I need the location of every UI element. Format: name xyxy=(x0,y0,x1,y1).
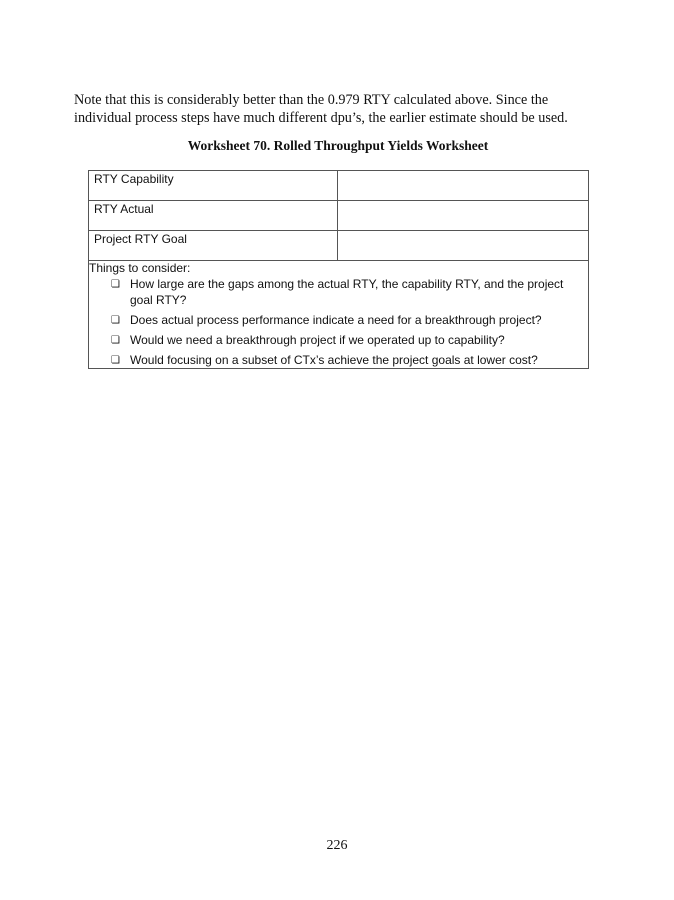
considerations-row xyxy=(89,261,589,369)
checkbox-icon: ❏ xyxy=(111,355,120,366)
list-item xyxy=(89,352,588,368)
rty-actual-value-cell[interactable] xyxy=(338,201,589,231)
table-row xyxy=(89,171,589,201)
rty-capability-value[interactable] xyxy=(338,171,588,200)
rty-actual-value[interactable] xyxy=(338,201,588,230)
consideration-text: Does actual process performance indicate a need for a breakthrough project? xyxy=(130,313,542,327)
worksheet-table xyxy=(88,170,589,369)
list-item xyxy=(89,312,588,328)
considerations-heading: Things to consider: xyxy=(89,261,191,275)
checkbox-icon: ❏ xyxy=(111,315,120,326)
project-rty-goal-value-cell[interactable] xyxy=(338,231,589,261)
considerations-cell xyxy=(89,261,589,369)
intro-line: individual process steps have much different dpu’s, the earlier estimate should be used. xyxy=(74,110,568,126)
intro-paragraph xyxy=(74,91,614,127)
project-rty-goal-value[interactable] xyxy=(338,231,588,260)
checkbox-icon: ❏ xyxy=(111,335,120,346)
rty-capability-label: RTY Capability xyxy=(94,172,174,186)
list-item xyxy=(89,276,588,308)
field-label-cell xyxy=(89,171,338,201)
table-row xyxy=(89,201,589,231)
intro-line: Note that this is considerably better than the 0.979 RTY calculated above. Since the xyxy=(74,92,549,108)
field-label-cell xyxy=(89,231,338,261)
checkbox-icon: ❏ xyxy=(111,279,120,290)
page-number: 226 xyxy=(326,838,348,853)
table-row xyxy=(89,231,589,261)
consideration-text: Would focusing on a subset of CTx’s achieve the project goals at lower cost? xyxy=(130,353,538,367)
project-rty-goal-label: Project RTY Goal xyxy=(94,232,187,246)
consideration-text: How large are the gaps among the actual RTY, the capability RTY, and the project goal RTY? xyxy=(130,277,564,307)
list-item xyxy=(89,332,588,348)
rty-capability-value-cell[interactable] xyxy=(338,171,589,201)
field-label-cell xyxy=(89,201,338,231)
worksheet-title: Worksheet 70. Rolled Throughput Yields Worksheet xyxy=(187,138,489,153)
considerations-list xyxy=(89,276,588,368)
rty-actual-label: RTY Actual xyxy=(94,202,154,216)
consideration-text: Would we need a breakthrough project if we operated up to capability? xyxy=(130,333,505,347)
